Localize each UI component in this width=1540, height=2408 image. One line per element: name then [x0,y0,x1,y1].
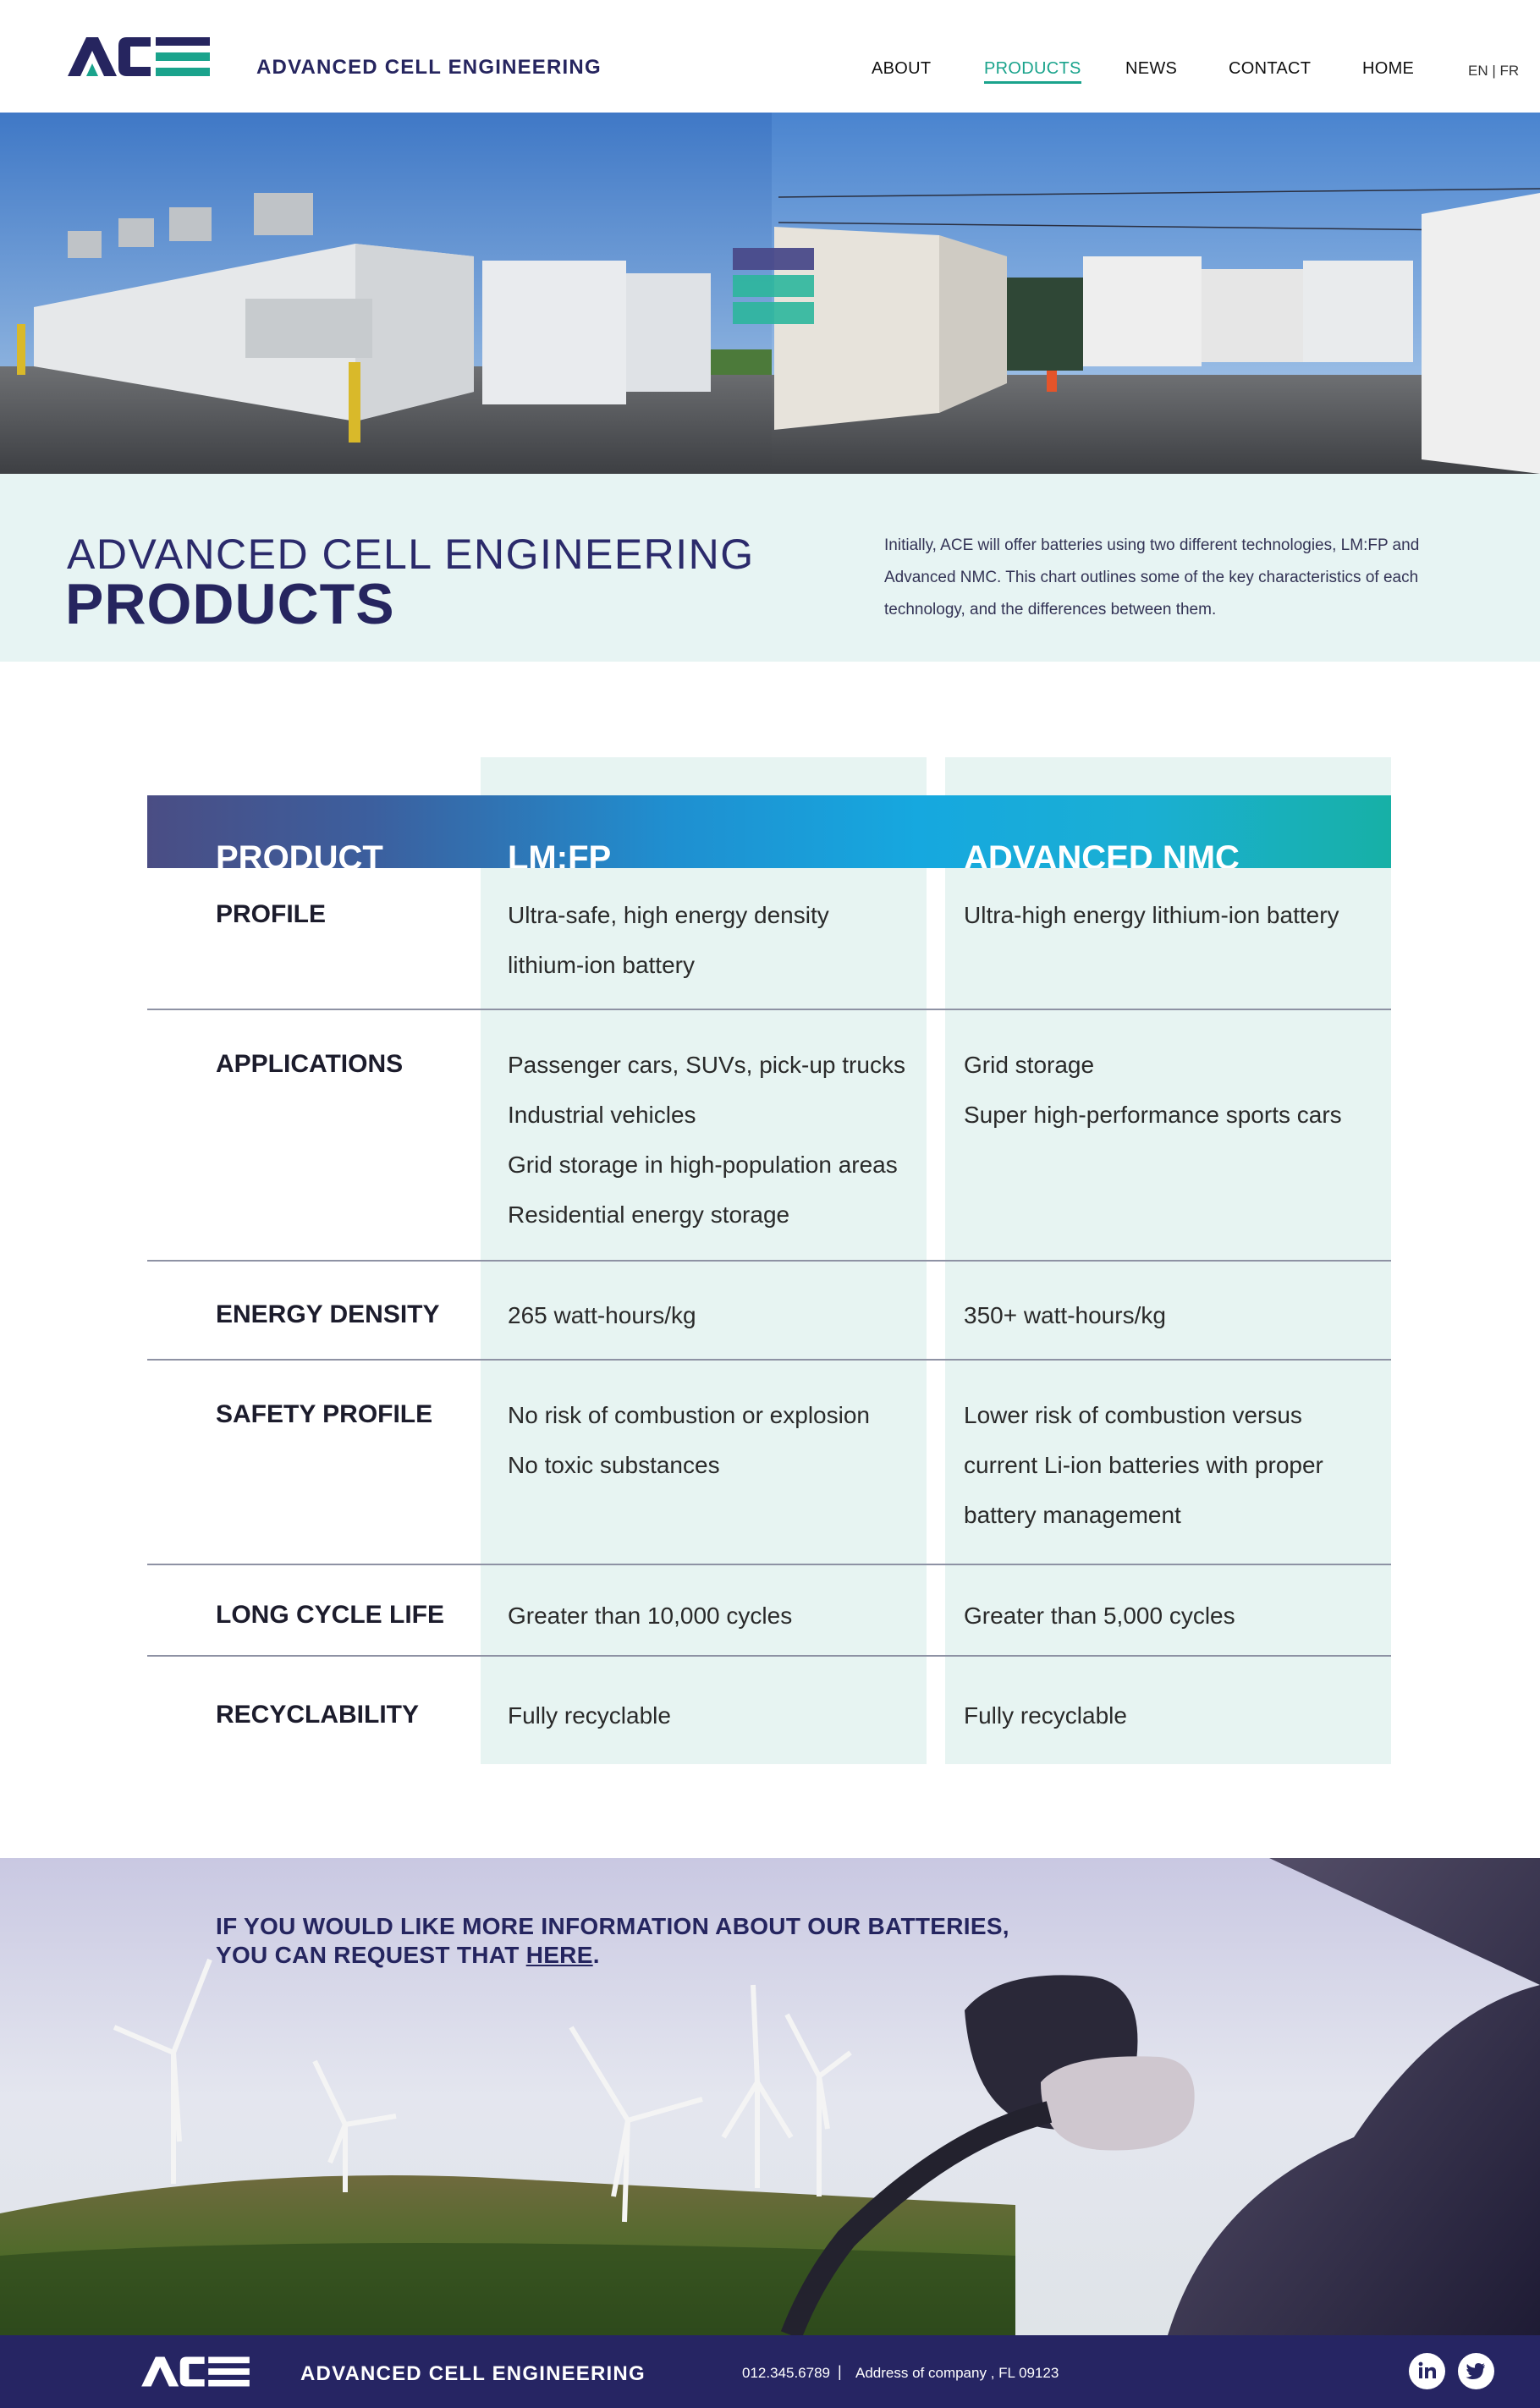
intro-band [0,474,1540,662]
cell-lmfp-recyclability: Fully recyclable [508,1702,671,1729]
cell-nmc-profile: Ultra-high energy lithium-ion battery [964,902,1339,928]
row-divider [147,1359,1391,1361]
cell-lmfp-safety-profile: No risk of combustion or explosion No toxic substances [508,1402,870,1478]
cell-nmc-safety-profile: Lower risk of combustion versus current Li-ion batteries with proper battery management [964,1402,1323,1528]
footer-address: Address of company , FL 09123 [855,2365,1059,2381]
cell-lmfp-cycle-life: Greater than 10,000 cycles [508,1603,793,1629]
nav-news[interactable]: NEWS [1125,59,1178,78]
cta-banner [0,1858,1540,2335]
row-label-long-cycle-life: LONG CYCLE LIFE [216,1601,444,1629]
row-label-applications: APPLICATIONS [216,1050,404,1078]
row-divider [147,1260,1391,1262]
nav-contact[interactable]: CONTACT [1229,59,1312,78]
nav-about[interactable]: ABOUT [872,59,932,78]
cell-nmc-energy-density: 350+ watt-hours/kg [964,1302,1166,1328]
cell-nmc-recyclability: Fully recyclable [964,1702,1127,1729]
cell-nmc-applications: Grid storage Super high-performance sports cars [964,1052,1342,1128]
page-title: PRODUCTS [65,572,395,636]
nav-home[interactable]: HOME [1362,59,1415,78]
twitter-icon[interactable] [1458,2353,1494,2389]
page-subtitle: ADVANCED CELL ENGINEERING [67,531,755,578]
row-label-energy-density: ENERGY DENSITY [216,1300,440,1328]
request-info-link[interactable]: HERE [525,1942,593,1968]
row-divider [147,1009,1391,1010]
header-lmfp: LM:FP [508,839,612,868]
nav-products[interactable]: PRODUCTS [984,59,1081,84]
cta-message: IF YOU WOULD LIKE MORE INFORMATION ABOUT OUR BATTERIES, YOU CAN REQUEST THAT HERE. [216,1913,1009,1968]
site-header [0,0,1540,113]
cell-lmfp-energy-density: 265 watt-hours/kg [508,1302,696,1328]
row-label-profile: PROFILE [216,900,327,928]
intro-description: Initially, ACE will offer batteries using two different technologies, LM:FP and Advanced NMC. This chart outlines some of the key characteristics of each technology, and the differences between them. [884,536,1420,618]
row-divider [147,1655,1391,1657]
row-label-safety-profile: SAFETY PROFILE [216,1400,433,1428]
linkedin-icon[interactable] [1409,2353,1445,2389]
site-footer [0,2335,1540,2408]
footer-separator: | [838,2363,842,2380]
row-label-recyclability: RECYCLABILITY [216,1701,419,1729]
row-divider [147,1564,1391,1565]
cell-nmc-cycle-life: Greater than 5,000 cycles [964,1603,1235,1629]
brand-name: ADVANCED CELL ENGINEERING [256,56,602,79]
ace-logo[interactable] [68,36,210,78]
footer-brand-name: ADVANCED CELL ENGINEERING [300,2362,646,2385]
hero-photo-battery-containers [0,113,1540,474]
cell-lmfp-applications: Passenger cars, SUVs, pick-up trucks Industrial vehicles Grid storage in high-population areas Residential energy storage [508,1052,905,1228]
footer-phone: 012.345.6789 [742,2365,830,2381]
cell-lmfp-profile: Ultra-safe, high energy density lithium-ion battery [508,902,829,978]
language-switcher[interactable]: EN | FR [1468,63,1520,79]
header-product: PRODUCT [216,839,383,868]
ace-logo-footer[interactable] [140,2356,250,2388]
header-nmc: ADVANCED NMC [964,839,1240,868]
hero-image [0,113,1540,474]
